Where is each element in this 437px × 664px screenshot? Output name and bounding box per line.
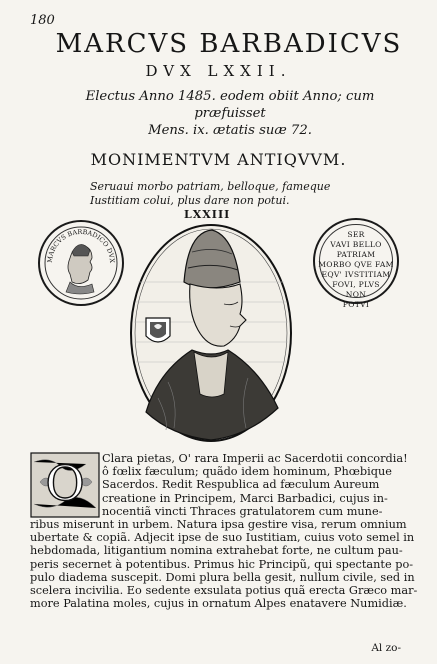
left-coin — [38, 220, 124, 306]
coin-line: FOVI, PLVS — [332, 280, 380, 289]
catchword: Al zo- — [371, 642, 401, 654]
coin-line: PATRIAM — [336, 250, 376, 259]
right-coin — [313, 218, 399, 309]
page-number: 180 — [30, 13, 55, 28]
text-line: Clara pietas, O' rara Imperii ac Sacerdotii concordia! — [102, 452, 408, 465]
text-line: ubertate & copiã. Adjecit ipse de suo Iustitiam, cuius voto semel in — [30, 531, 415, 545]
election-line-1: Electus Anno 1485. eodem obiit Anno; cum præfuisset — [85, 89, 375, 121]
left-coin-art — [40, 222, 122, 304]
coin-line: NON — [345, 290, 367, 299]
text-line: more Palatina moles, cujus in ornatum Alpes enatavere Numidiæ. — [30, 597, 407, 611]
coin-line: EQV' IVSTITIAM — [321, 270, 391, 279]
election-note — [60, 88, 400, 139]
text-line: creatione in Principem, Marci Barbadici, cujus in- — [102, 491, 388, 505]
text-line: hebdomada, litigantium nomina extrahebat forte, ne cultum pau- — [30, 544, 403, 558]
text-line: nocentiã vincti Thraces gratulatorem cum mune- — [102, 504, 383, 518]
text-line: Sacerdos. Redit Respublica ad fæculum Aureum — [102, 478, 380, 492]
coin-line: SER — [347, 230, 365, 239]
verse-inscription — [90, 180, 370, 208]
body-text — [30, 452, 418, 611]
text-line: scelera incivilia. Eo sedente exsulata potius quã erecta Græco mar- — [30, 584, 418, 598]
left-coin-inscription: MARCVS BARBADICO DVX — [45, 227, 117, 264]
text-line: ribus miserunt in urbem. Natura ipsa gestire visa, rerum omnium — [30, 518, 407, 532]
verse-line-1: Seruaui morbo patriam, belloque, fameque — [90, 180, 331, 193]
verse-line-2: Iustitiam colui, plus dare non potui. — [90, 194, 290, 207]
text-line: pulo diadema suscepit. Domi plura bella gesit, nullum civile, sed in — [30, 570, 415, 584]
right-coin-inscription — [315, 230, 397, 310]
portrait-number: LXXIII — [184, 208, 231, 221]
svg-text:O: O — [45, 456, 85, 512]
doge-number: DVX LXXII. — [145, 62, 292, 80]
text-line: peris secernet à potentibus. Primus hic Principũ, qui spectante po- — [30, 557, 414, 571]
coat-of-arms-icon — [146, 318, 170, 342]
text-line: ô fœlix fæculum; quãdo idem hominum, Phœbique — [102, 465, 392, 479]
page-title: MARCVS BARBADICVS — [55, 29, 403, 59]
coin-line: VAVI BELLO — [330, 240, 382, 249]
coin-line: MORBO QVE FAM — [318, 260, 394, 269]
election-line-2: Mens. ix. ætatis suæ 72. — [148, 123, 312, 138]
doge-portrait-engraving — [128, 222, 294, 444]
monument-heading: MONIMENTVM ANTIQVVM. — [90, 150, 347, 169]
coin-line: POTVI — [342, 300, 370, 309]
